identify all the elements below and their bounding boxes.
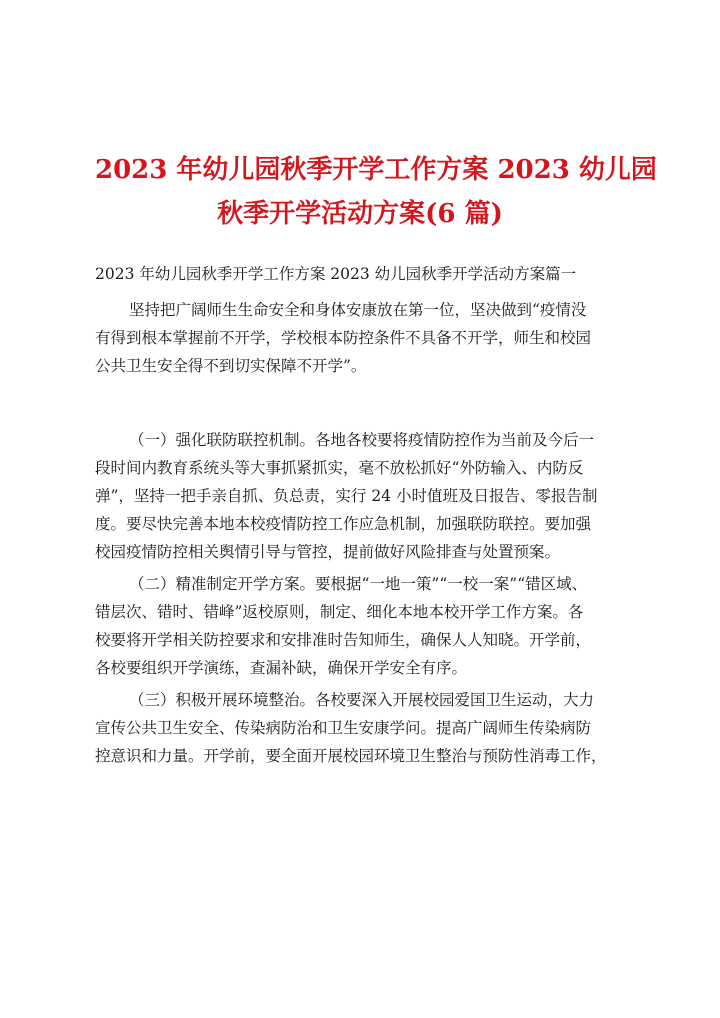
section-subheading: 2023 年幼儿园秋季开学工作方案 2023 幼儿园秋季开学活动方案篇一 [95,265,577,283]
paragraph-line: 坚持把广阔师生生命安全和身体安康放在第一位，坚决做到“疫情没 [129,301,587,319]
paragraph-line: 错层次、错时、错峰”返校原则，制定、细化本地本校开学工作方案。各 [95,603,584,621]
paragraph-line: 公共卫生安全得不到切实保障不开学”。 [95,357,367,375]
paragraph-line: 度。要尽快完善本地本校疫情防控工作应急机制，加强联防联控。要加强 [95,515,592,533]
paragraph-line: 校要将开学相关防控要求和安排准时告知师生，确保人人知晓。开学前， [95,631,592,649]
paragraph-line: 校园疫情防控相关舆情引导与管控，提前做好风险排查与处置预案。 [95,543,561,561]
document-title [95,148,657,236]
paragraph-line: 控意识和力量。开学前，要全面开展校园环境卫生整治与预防性消毒工作， [95,747,607,765]
paragraph-line: （一）强化联防联控机制。各地各校要将疫情防控作为当前及今后一 [129,431,595,449]
paragraph-line: 各校要组织开学演练，查漏补缺，确保开学安全有序。 [95,659,468,677]
paragraph-intro [95,296,625,380]
title-line: 秋季开学活动方案(6 篇) [217,199,503,229]
title-line: 2023 年幼儿园秋季开学工作方案 2023 幼儿园 [95,155,657,185]
paragraph-line: 段时间内教育系统头等大事抓紧抓实，毫不放松抓好“外防输入、内防反 [95,459,584,477]
paragraph-line: 有得到根本掌握前不开学，学校根本防控条件不具备不开学，师生和校园 [95,329,592,347]
paragraph-section-3 [95,686,625,770]
paragraph-section-1 [95,426,625,566]
paragraph-section-2 [95,570,625,682]
paragraph-line: （三）积极开展环境整治。各校要深入开展校园爱国卫生运动，大力 [129,691,595,709]
paragraph-line: （二）精准制定开学方案。要根据“一地一策”“一校一案”“错区域、 [129,575,588,593]
paragraph-line: 弹”，坚持一把手亲自抓、负总责，实行 24 小时值班及日报告、零报告制 [95,487,598,505]
paragraph-line: 宣传公共卫生安全、传染病防治和卫生安康学问。提高广阔师生传染病防 [95,719,592,737]
